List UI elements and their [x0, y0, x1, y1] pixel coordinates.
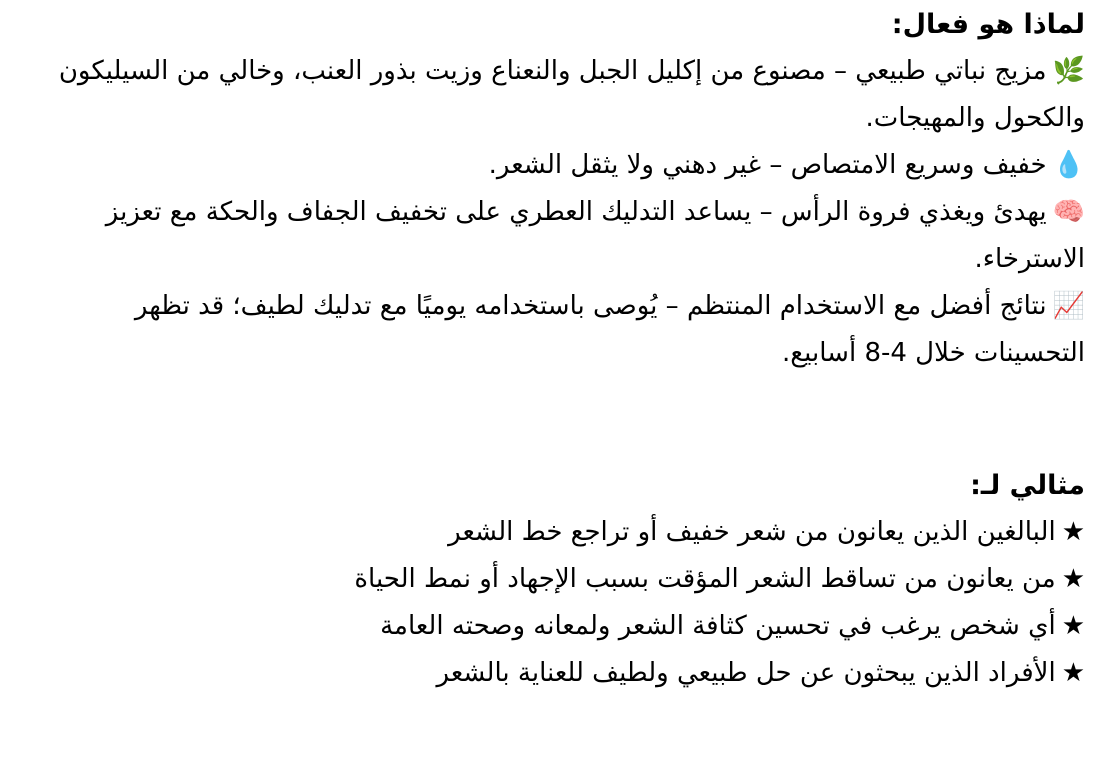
droplet-icon: 💧 [1052, 150, 1085, 180]
benefit-results [28, 283, 1085, 377]
brain-icon: 🧠 [1052, 197, 1085, 227]
herb-icon: 🌿 [1052, 56, 1085, 86]
ideal-for-list [28, 509, 1085, 697]
list-item [28, 603, 1085, 650]
benefit-lightweight [28, 142, 1085, 189]
section-heading-why-effective: لماذا هو فعال: [891, 9, 1085, 40]
list-item-text: الأفراد الذين يبحثون عن حل طبيعي ولطيف للعناية بالشعر [436, 658, 1056, 688]
benefit-scalp [28, 189, 1085, 283]
star-icon: ★ [1061, 564, 1085, 594]
list-item-text: من يعانون من تساقط الشعر المؤقت بسبب الإجهاد أو نمط الحياة [354, 564, 1056, 594]
list-item-text: أي شخص يرغب في تحسين كثافة الشعر ولمعانه وصحته العامة [380, 611, 1056, 641]
star-icon: ★ [1061, 517, 1085, 547]
chart-increasing-icon: 📈 [1052, 291, 1085, 321]
benefit-text: يهدئ ويغذي فروة الرأس – يساعد التدليك العطري على تخفيف الجفاف والحكة مع تعزيز الاسترخاء. [105, 197, 1085, 274]
star-icon: ★ [1061, 658, 1085, 688]
list-item [28, 650, 1085, 697]
list-item [28, 509, 1085, 556]
section-heading-ideal-for: مثالي لـ: [970, 470, 1085, 501]
benefit-text: خفيف وسريع الامتصاص – غير دهني ولا يثقل الشعر. [488, 150, 1047, 180]
document-body [28, 0, 1085, 697]
benefit-text: نتائج أفضل مع الاستخدام المنتظم – يُوصى باستخدامه يوميًا مع تدليك لطيف؛ قد تظهر التحسينات خلال 4-8 أسابيع. [134, 291, 1085, 368]
benefit-herbal-blend [28, 48, 1085, 142]
list-item-text: البالغين الذين يعانون من شعر خفيف أو تراجع خط الشعر [448, 517, 1056, 547]
benefit-text: مزيج نباتي طبيعي – مصنوع من إكليل الجبل والنعناع وزيت بذور العنب، وخالي من السيليكون والكحول والمهيجات. [58, 56, 1085, 133]
star-icon: ★ [1061, 611, 1085, 641]
list-item [28, 556, 1085, 603]
